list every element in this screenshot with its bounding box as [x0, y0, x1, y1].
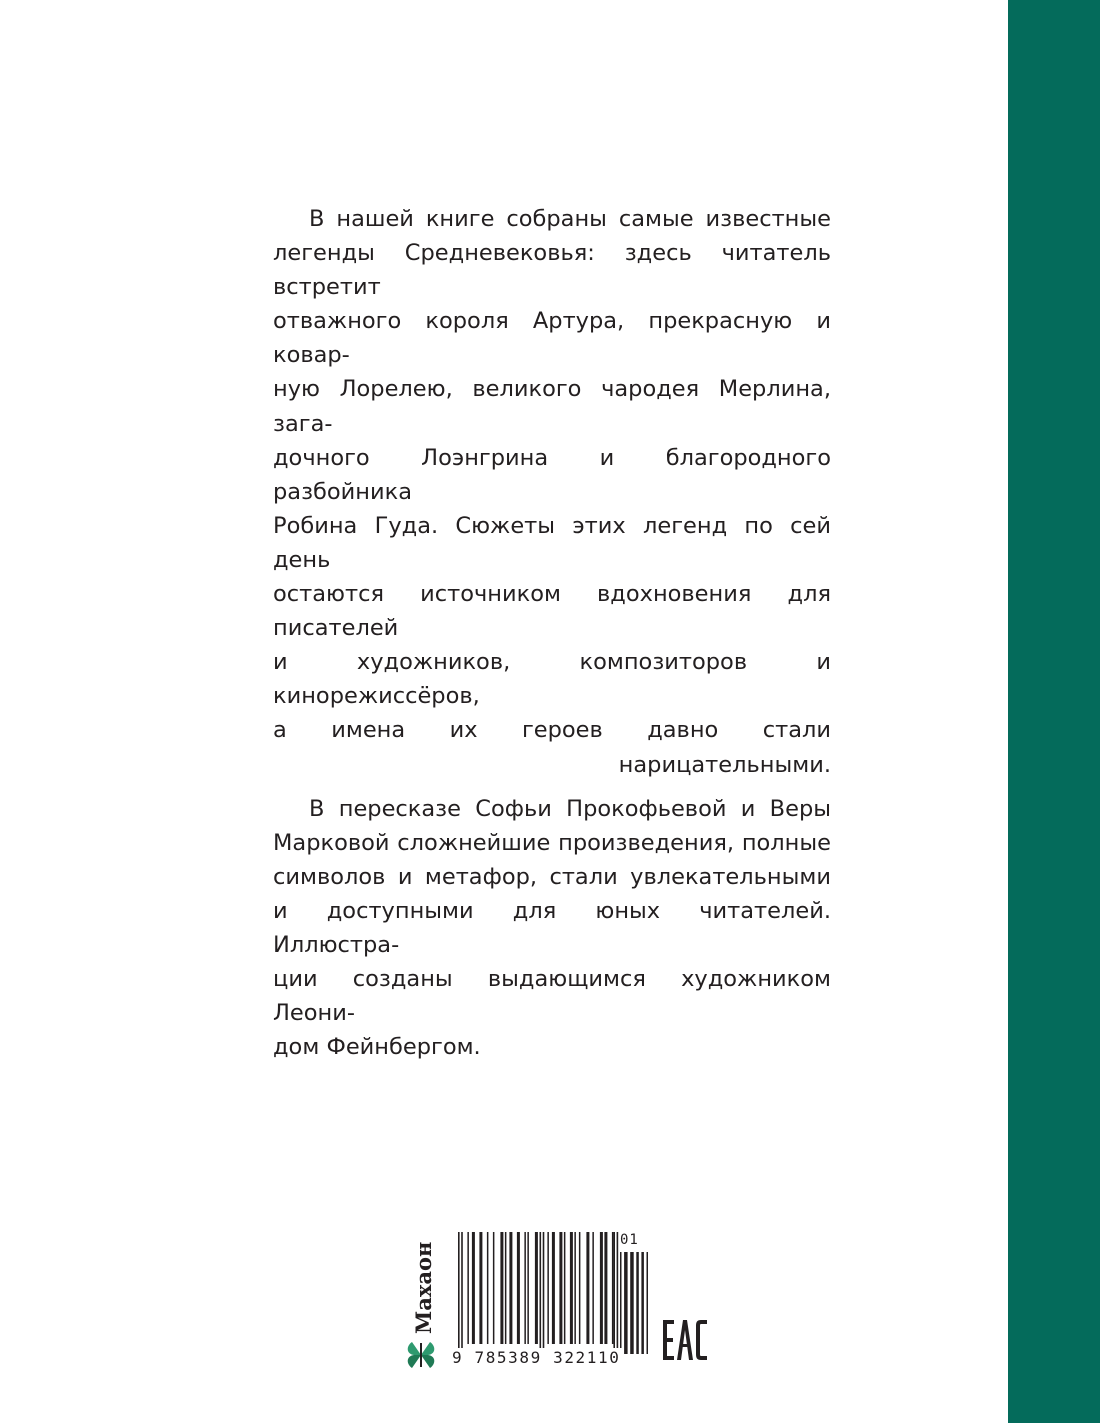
barcode-bar — [586, 1232, 589, 1344]
barcode-bar — [612, 1232, 614, 1344]
barcode-bar — [527, 1232, 529, 1344]
barcode-bar — [505, 1232, 507, 1344]
annotation-paragraph-2 — [273, 792, 831, 1065]
text-line: Марковой сложнейшие произведения, полные — [273, 829, 831, 856]
barcode-bar — [620, 1252, 622, 1354]
eac-mark-icon — [663, 1318, 707, 1362]
text-line: В пересказе Софьи Прокофьевой и Веры — [309, 795, 831, 822]
barcode-bar — [535, 1232, 538, 1344]
barcode-bar — [461, 1232, 463, 1354]
barcode-bar — [592, 1232, 594, 1344]
barcode-bar — [524, 1232, 526, 1344]
barcode-bar — [647, 1252, 649, 1354]
text-line: дочного Лоэнгрина и благородного разбойника — [273, 444, 831, 505]
text-line: отважного короля Артура, прекрасную и ковар- — [273, 308, 831, 369]
barcode-bar — [552, 1232, 555, 1344]
text-line: легенды Средневековья: здесь читатель встретит — [273, 240, 831, 301]
barcode-bar — [547, 1232, 549, 1344]
barcode-bar — [570, 1232, 573, 1344]
butterfly-icon — [408, 1342, 435, 1368]
barcode-bar — [559, 1232, 562, 1344]
barcode-bar — [458, 1232, 460, 1354]
text-line: остаются источником вдохновения для писателей — [273, 581, 831, 642]
annotation-paragraph-1 — [273, 202, 831, 782]
barcode-bar — [467, 1232, 469, 1344]
barcode-bar — [479, 1232, 482, 1344]
annotation-text — [273, 202, 831, 1074]
barcode-bar — [564, 1232, 566, 1344]
barcode-bar — [636, 1252, 639, 1354]
barcode-bar — [579, 1232, 581, 1344]
spine-color-band — [1008, 0, 1100, 1423]
text-line: Робина Гуда. Сюжеты этих легенд по сей день — [273, 512, 831, 573]
barcode-bar — [574, 1232, 576, 1344]
text-line: и доступными для юных читателей. Иллюстра- — [273, 897, 831, 958]
barcode-bar — [630, 1252, 634, 1354]
text-line: а имена их героев давно стали нарицательными. — [273, 717, 831, 778]
barcode-bar — [641, 1252, 644, 1354]
barcode-bar — [624, 1252, 628, 1354]
publisher-name: Махаон — [411, 1241, 436, 1334]
barcode-bar — [509, 1232, 512, 1344]
text-line: ную Лорелею, великого чародея Мерлина, зага- — [273, 376, 831, 437]
barcode-bar — [472, 1232, 475, 1344]
text-line: и художников, композиторов и кинорежиссёров, — [273, 649, 831, 710]
barcode-bar — [604, 1232, 607, 1344]
text-line: дом Фейнбергом. — [273, 1034, 481, 1061]
barcode-bar — [540, 1232, 542, 1354]
isbn-digits: 9 785389 322110 — [452, 1348, 621, 1367]
barcode-addon-digits: 01 — [620, 1232, 639, 1248]
text-line: символов и метафор, стали увлекательными — [273, 863, 831, 890]
barcode-bar — [487, 1232, 489, 1344]
barcode-bar — [517, 1232, 520, 1344]
barcode-bar — [600, 1232, 603, 1344]
barcode-bar — [493, 1232, 495, 1344]
text-line: В нашей книге собраны самые известные — [309, 206, 831, 232]
text-line: ции созданы выдающимся художником Леони- — [273, 966, 831, 1027]
isbn-barcode — [448, 1232, 648, 1370]
barcode-bar — [617, 1232, 619, 1354]
barcode-bar — [613, 1232, 615, 1354]
barcode-bar — [543, 1232, 545, 1354]
barcode-bar — [500, 1232, 503, 1344]
publisher-logo — [404, 1224, 438, 1372]
